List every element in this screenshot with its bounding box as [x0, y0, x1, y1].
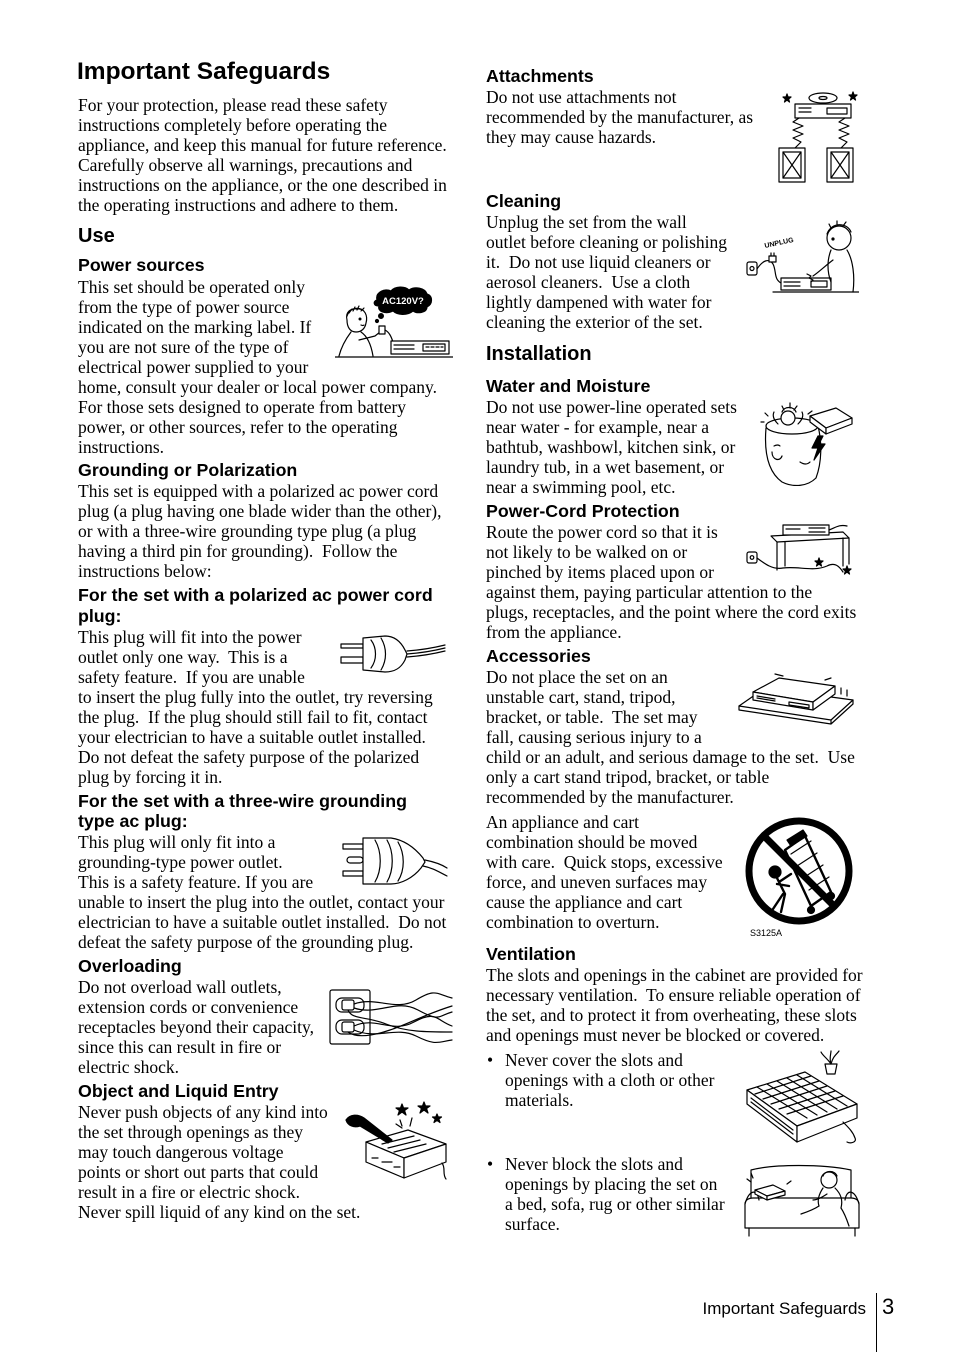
text-line: near water - for example, near a: [486, 417, 709, 437]
text-line: recommended by the manufacturer, as: [486, 107, 754, 127]
text-line: This set should be operated only: [78, 277, 305, 297]
unplug-label: UNPLUG: [763, 236, 795, 250]
text-line: For your protection, please read these safety: [78, 95, 388, 115]
text-line: openings with a cloth or other: [505, 1070, 715, 1090]
cleaning-paragraph: [486, 212, 727, 332]
attachments-illustration: [773, 90, 859, 184]
text-line: the plug. If the plug should still fail to fit, contact: [78, 707, 428, 727]
text-line: lightly dampened with water for: [486, 292, 712, 312]
text-line: plugs, receptacles, and the point where the cord exits: [486, 602, 857, 622]
text-line: receptacles beyond their capacity,: [78, 1017, 314, 1037]
text-line: Never cover the slots and: [505, 1050, 683, 1070]
text-line: This plug will only fit into a: [78, 832, 276, 852]
text-line: the set, and to protect it from overheating, these slots: [486, 1005, 857, 1025]
text-line: necessary ventilation. To ensure reliable operation of: [486, 985, 861, 1005]
text-line: since this can result in fire or: [78, 1037, 282, 1057]
text-line: Never push objects of any kind into: [78, 1102, 328, 1122]
text-line: only a cart stand tripod, bracket, or table: [486, 767, 770, 787]
subheading-power-sources: Power sources: [78, 255, 205, 275]
text-line: For those sets designed to operate from battery: [78, 397, 407, 417]
text-line: having a third pin for grounding). Follow the: [78, 541, 398, 561]
text-line: Route the power cord so that it is: [486, 522, 718, 542]
text-line: to insert the plug fully into the outlet, try reversing: [78, 687, 433, 707]
text-line: outlet before cleaning or polishing: [486, 232, 728, 252]
text-line: instructions below:: [78, 561, 212, 581]
footer-section-name: Important Safeguards: [702, 1299, 866, 1318]
subheading-object-liquid-entry: Object and Liquid Entry: [78, 1081, 279, 1101]
subheading-three-wire-plug: For the set with a three-wire grounding type ac plug:: [78, 791, 407, 831]
object-liquid-entry-paragraph: [78, 1102, 360, 1222]
illustration-code-label: S3125A: [750, 928, 783, 938]
ventilation-bullet-item: [487, 1154, 725, 1234]
text-line: Never spill liquid of any kind on the set.: [78, 1202, 361, 1222]
water-moisture-illustration: [760, 402, 854, 486]
text-line: near a swimming pool, etc.: [486, 477, 676, 497]
text-line: you are not sure of the type of: [78, 337, 289, 357]
text-line: they may cause hazards.: [486, 127, 657, 147]
text-line: Never block the slots and: [505, 1154, 683, 1174]
polarized-plug-illustration: [335, 632, 447, 676]
text-line: fall, causing serious injury to a: [486, 727, 702, 747]
object-entry-illustration: [342, 1100, 448, 1180]
text-line: cause the appliance and cart: [486, 892, 683, 912]
text-line: the operating instructions and adhere to them.: [78, 195, 399, 215]
text-line: instructions on the appliance, or the one described in: [78, 175, 447, 195]
section-heading-installation: Installation: [486, 343, 592, 365]
text-line: appliance, and keep this manual for future reference.: [78, 135, 447, 155]
text-line: electrical power supplied to your: [78, 357, 309, 377]
cart-tip-over-warning-illustration: [741, 814, 857, 928]
attachments-paragraph: [486, 87, 753, 147]
subheading-ventilation: Ventilation: [486, 944, 576, 964]
text-line: from the appliance.: [486, 622, 622, 642]
subheading-polarized-plug: For the set with a polarized ac power cord plug:: [78, 585, 433, 626]
text-line: electrician to have a suitable outlet installed. Do not: [78, 912, 447, 932]
text-line: combination to overturn.: [486, 912, 660, 932]
text-line: unstable cart, stand, tripod,: [486, 687, 676, 707]
text-line: This is a safety feature. If you are: [78, 872, 314, 892]
power-cord-illustration: [743, 520, 855, 576]
text-line: a bed, sofa, rug or other similar: [505, 1194, 725, 1214]
subheading-water-moisture: Water and Moisture: [486, 376, 651, 396]
text-line: Do not use attachments not: [486, 87, 677, 107]
overloaded-outlet-illustration: [326, 986, 454, 1048]
text-line: surface.: [505, 1214, 560, 1234]
grounding-plug-illustration: [335, 834, 449, 888]
text-line: with care. Quick stops, excessive: [486, 852, 723, 872]
accessories-illustration: [735, 666, 857, 726]
text-line: points or short out parts that could: [78, 1162, 319, 1182]
text-line: force, and uneven surfaces may: [486, 872, 708, 892]
subheading-grounding-polarization: Grounding or Polarization: [78, 460, 298, 480]
page-number: 3: [882, 1294, 895, 1319]
ventilation-paragraph: [486, 965, 863, 1045]
subheading-accessories: Accessories: [486, 646, 591, 666]
text-line: not likely to be walked on or: [486, 542, 688, 562]
bullet-marker: •: [487, 1050, 494, 1070]
power-source-illustration: [335, 286, 453, 360]
footer-divider: [876, 1293, 877, 1352]
text-line: cleaning the exterior of the set.: [486, 312, 703, 332]
text-line: An appliance and cart: [486, 812, 640, 832]
text-line: plug by forcing it in.: [78, 767, 223, 787]
text-line: electric shock.: [78, 1057, 180, 1077]
water-moisture-paragraph: [486, 397, 737, 497]
cart-warning-paragraph: [486, 812, 723, 932]
text-line: home, consult your dealer or local power company.: [78, 377, 437, 397]
device-on-sofa-illustration: [743, 1160, 861, 1240]
text-line: pinched by items placed upon or: [486, 562, 714, 582]
text-line: materials.: [505, 1090, 574, 1110]
text-line: may touch dangerous voltage: [78, 1142, 284, 1162]
text-line: This set is equipped with a polarized ac power cord: [78, 481, 439, 501]
text-line: bathtub, washbowl, kitchen sink, or: [486, 437, 736, 457]
text-line: laundry tub, in a wet basement, or: [486, 457, 725, 477]
overloading-paragraph: [78, 977, 314, 1077]
text-line: Do not use power-line operated sets: [486, 397, 737, 417]
text-line: unable to insert the plug into the outlet, contact your: [78, 892, 445, 912]
cleaning-illustration: [743, 220, 859, 300]
intro-paragraph: [78, 95, 447, 215]
text-line: your electrician to have a suitable outlet installed.: [78, 727, 426, 747]
text-line: against them, paying particular attention to the: [486, 582, 813, 602]
page-title: Important Safeguards: [77, 58, 331, 85]
text-line: aerosol cleaners. Use a cloth: [486, 272, 691, 292]
text-line: and openings must never be blocked or covered.: [486, 1025, 825, 1045]
covered-slots-illustration: [743, 1050, 861, 1148]
text-line: Do not place the set on an: [486, 667, 668, 687]
text-line: bracket, or table. The set may: [486, 707, 698, 727]
text-line: instructions.: [78, 437, 165, 457]
bullet-text: [505, 1154, 725, 1234]
text-line: from the type of power source: [78, 297, 290, 317]
text-line: Do not defeat the safety purpose of the polarized: [78, 747, 420, 767]
text-line: combination should be moved: [486, 832, 698, 852]
text-line: Carefully observe all warnings, precautions and: [78, 155, 413, 175]
text-line: openings by placing the set on: [505, 1174, 718, 1194]
ventilation-bullet-item: [487, 1050, 715, 1110]
bullet-marker: •: [487, 1154, 494, 1174]
subheading-cleaning: Cleaning: [486, 191, 562, 211]
text-line: Unplug the set from the wall: [486, 212, 687, 232]
subheading-attachments: Attachments: [486, 66, 594, 86]
text-line: indicated on the marking label. If: [78, 317, 312, 337]
subheading-overloading: Overloading: [78, 956, 182, 976]
section-heading-use: Use: [78, 225, 115, 247]
grounding-paragraph: [78, 481, 442, 581]
text-line: The slots and openings in the cabinet are provided for: [486, 965, 863, 985]
text-line: grounding-type power outlet.: [78, 852, 283, 872]
text-line: or with a three-wire grounding type plug (a plug: [78, 521, 417, 541]
text-line: child or an adult, and serious damage to the set. Use: [486, 747, 855, 767]
speech-bubble-text: AC120V?: [382, 296, 424, 307]
text-line: outlet only one way. This is a: [78, 647, 288, 667]
bullet-text: [505, 1050, 714, 1110]
text-line: result in a fire or electric shock.: [78, 1182, 301, 1202]
text-line: plug (a plug having one blade wider than the other),: [78, 501, 442, 521]
text-line: the set through openings as they: [78, 1122, 304, 1142]
text-line: recommended by the manufacturer.: [486, 787, 734, 807]
text-line: Do not overload wall outlets,: [78, 977, 282, 997]
text-line: safety feature. If you are unable: [78, 667, 305, 687]
text-line: This plug will fit into the power: [78, 627, 302, 647]
text-line: extension cords or convenience: [78, 997, 299, 1017]
text-line: power, or other sources, refer to the operating: [78, 417, 398, 437]
text-line: defeat the safety purpose of the grounding plug.: [78, 932, 414, 952]
subheading-power-cord-protection: Power-Cord Protection: [486, 501, 680, 521]
text-line: instructions completely before operating the: [78, 115, 388, 135]
text-line: it. Do not use liquid cleaners or: [486, 252, 711, 272]
